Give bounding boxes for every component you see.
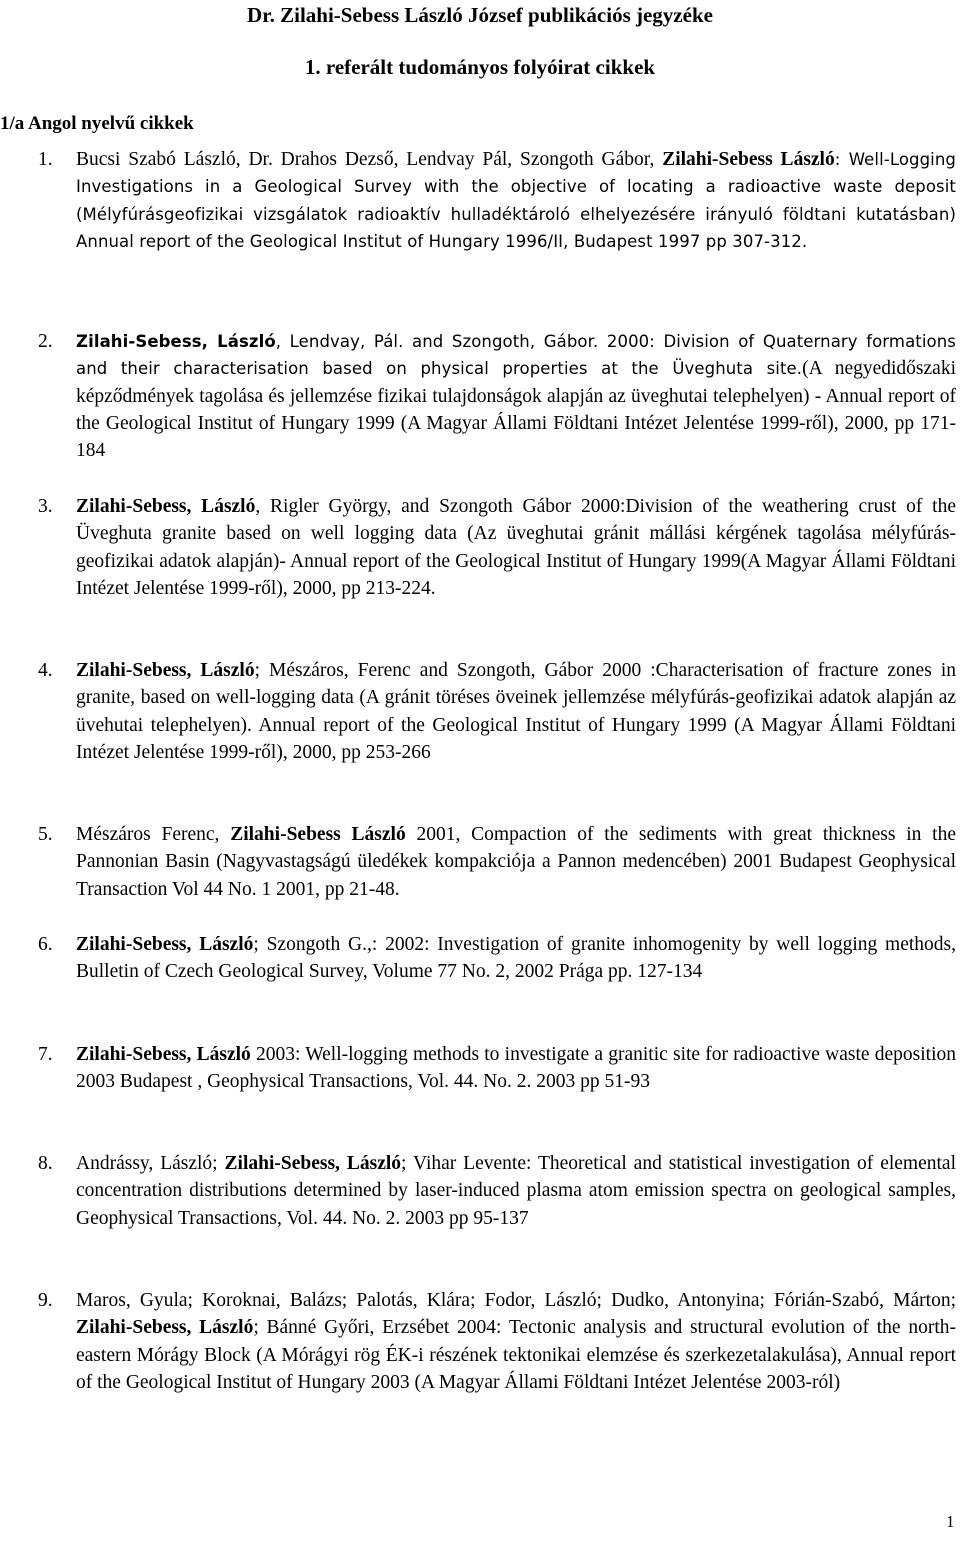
entry-text: [76, 1150, 956, 1232]
author-name: Zilahi-Sebess, László: [76, 934, 254, 955]
author-name: Zilahi-Sebess, László: [76, 496, 256, 517]
page-number: 1: [946, 1512, 955, 1531]
publication-entry: [0, 821, 956, 903]
entry-number: 3.: [38, 496, 53, 517]
section-heading: 1/a Angol nyelvű cikkek: [0, 113, 194, 134]
entry-text-segment: Mészáros Ferenc,: [76, 824, 231, 845]
author-name: Zilahi-Sebess, László: [76, 332, 276, 351]
entry-text-segment: (A negyedidőszaki képződmények tagolása és jellemzése fizikai tulajdonságok alapján az üveghutai telephelyen) - Annual report of the Geological Institut of Hungary 1999 (A Magyar Állami Földtani Intézet Jelentése 1999-ről), 2000, pp 171-184: [76, 358, 956, 462]
entry-text-segment: ; Szongoth G.,: 2002: Investigation of granite inhomogenity by well logging methods, Bulletin of Czech Geological Survey, Volume 77 No. 2, 2002 Prága pp. 127-134: [76, 934, 956, 983]
entry-number: 2.: [38, 331, 53, 352]
author-name: Zilahi-Sebess, László: [76, 1317, 254, 1339]
entry-text-segment: : Well-Logging Investigations in a Geological Survey with the objective of locating a radioactive waste deposit (Mélyfúrásgeofizikai vizsgálatok radioaktív hulladéktároló elhelyezésére irányuló földtani kutatásban) Annual report of the Geological Institut of Hungary 1996/II, Budapest 1997 pp 307-312.: [76, 150, 956, 251]
entry-text: [76, 821, 956, 903]
author-name: Zilahi-Sebess, László: [76, 660, 255, 681]
entry-text-segment: 2001, Compaction of the sediments with great thickness in the Pannonian Basin (Nagyvastagságú üledékek kompakciója a Pannon medencében) 2001 Budapest Geophysical Transaction Vol 44 No. 1 2001, pp 21-48.: [76, 824, 956, 900]
entry-text: [76, 328, 956, 464]
publication-entry: [0, 1287, 956, 1396]
author-name: Zilahi-Sebess László: [662, 149, 835, 170]
document-subtitle: 1. referált tudományos folyóirat cikkek: [304, 55, 656, 79]
author-name: Zilahi-Sebess, László: [76, 1044, 251, 1065]
publication-entry: [0, 493, 956, 602]
entry-number: 8.: [38, 1153, 53, 1174]
entry-text-segment: , Lendvay, Pál. and Szongoth, Gábor.: [275, 332, 607, 351]
entry-number: 6.: [38, 934, 53, 955]
publication-entry: [0, 931, 956, 986]
author-name: Zilahi-Sebess, László: [224, 1153, 402, 1174]
entry-number: 4.: [38, 660, 53, 681]
entry-number: 5.: [38, 824, 53, 845]
entry-text: [76, 1287, 956, 1396]
publication-entry: [0, 146, 956, 255]
publication-entry: [0, 657, 956, 766]
entry-text: [76, 493, 956, 602]
publication-entry: [0, 328, 956, 464]
author-name: Zilahi-Sebess László: [230, 824, 406, 845]
document-title: Dr. Zilahi-Sebess László József publikációs jegyzéke: [247, 3, 713, 27]
entry-number: 7.: [38, 1044, 53, 1065]
entry-text-segment: Maros, Gyula; Koroknai, Balázs; Palotás, Klára; Fodor, László; Dudko, Antonyina; Fórián-Szabó, Márton;: [76, 1290, 956, 1311]
entry-text-segment: 2000: Division of Quaternary formations and their characterisation based on physical properties at the Üveghuta site.: [76, 332, 956, 379]
entry-text-segment: Andrássy, László;: [76, 1153, 225, 1174]
entry-text-segment: , Rigler György, and Szongoth Gábor 2000:Division of the weathering crust of the Üveghuta granite based on well logging data (Az üveghutai gránit mállási kérgének tagolása mélyfúrás-geofizikai adatok alapján)- Annual report of the Geological Institut of Hungary 1999(A Magyar Állami Földtani Intézet Jelentése 1999-ről), 2000, pp 213-224.: [76, 496, 956, 599]
entry-text-segment: ; Vihar Levente: Theoretical and statistical investigation of elemental concentration distributions determined by laser-induced plasma atom emission spectra on geological samples, Geophysical Transactions, Vol. 44. No. 2. 2003 pp 95-137: [76, 1153, 956, 1229]
publication-entry: [0, 1150, 956, 1232]
entry-text: [76, 146, 956, 255]
entry-text: [76, 931, 956, 986]
entry-text: [76, 657, 956, 766]
entry-text-segment: 2003: Well-logging methods to investigate a granitic site for radioactive waste deposition 2003 Budapest , Geophysical Transactions, Vol. 44. No. 2. 2003 pp 51-93: [76, 1044, 956, 1093]
entry-text-segment: ; Mészáros, Ferenc and Szongoth, Gábor 2000 :Characterisation of fracture zones in granite, based on well-logging data (A gránit töréses öveinek jellemzése mélyfúrás-geofizikai adatok alapján az üvehutai telephelyen). Annual report of the Geological Institut of Hungary 1999 (A Magyar Állami Földtani Intézet Jelentése 1999-ről), 2000, pp 253-266: [76, 660, 956, 763]
entry-number: 9.: [38, 1290, 53, 1311]
entry-text: [76, 1041, 956, 1096]
entry-number: 1.: [38, 149, 53, 170]
entry-text-segment: Bucsi Szabó László, Dr. Drahos Dezső, Lendvay Pál, Szongoth Gábor,: [76, 149, 663, 170]
entry-text-segment: ; Bánné Győri, Erzsébet 2004: Tectonic analysis and structural evolution of the north-eastern Mórágy Block (A Mórágyi rög ÉK-i részének tektonikai elemzése és szerkezetalakulása), Annual report of the Geological Institut of Hungary 2003 (A Magyar Állami Földtani Intézet Jelentése 2003-ról): [76, 1317, 956, 1393]
publication-entry: [0, 1041, 956, 1096]
